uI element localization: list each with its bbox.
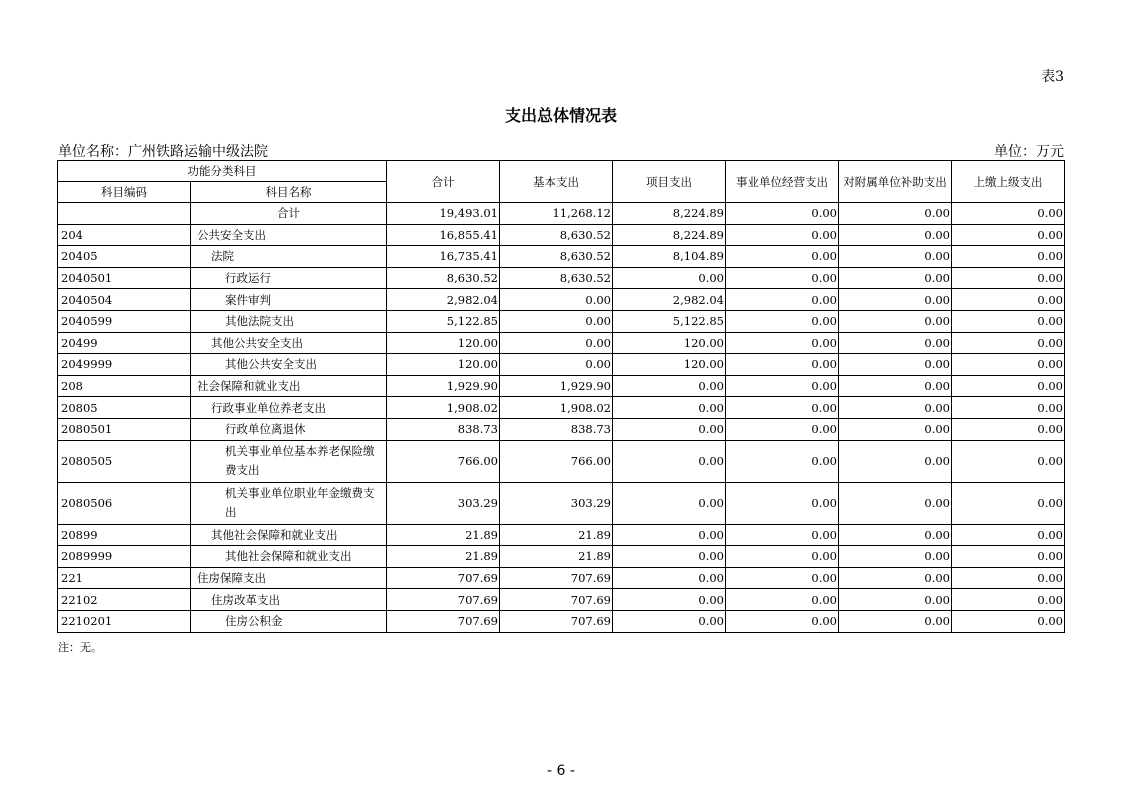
subsidy-amount-cell: 0.00 [839, 332, 952, 354]
table-row [58, 440, 1065, 482]
subject-code-cell: 22102 [58, 589, 191, 611]
subject-name-cell: 住房公积金 [191, 610, 387, 632]
basic-amount-cell: 1,929.90 [500, 375, 613, 397]
basic-amount-cell: 21.89 [500, 546, 613, 568]
subject-name-cell: 公共安全支出 [191, 224, 387, 246]
total-amount-cell: 19,493.01 [387, 203, 500, 225]
upper-amount-cell: 0.00 [952, 246, 1065, 268]
operating-amount-cell: 0.00 [726, 224, 839, 246]
subsidy-amount-cell: 0.00 [839, 375, 952, 397]
basic-amount-cell: 838.73 [500, 418, 613, 440]
subject-code-cell: 221 [58, 567, 191, 589]
upper-amount-cell: 0.00 [952, 440, 1065, 482]
upper-amount-cell: 0.00 [952, 546, 1065, 568]
project-amount-cell: 8,104.89 [613, 246, 726, 268]
subject-name-cell: 行政事业单位养老支出 [191, 397, 387, 419]
subject-name-cell: 住房改革支出 [191, 589, 387, 611]
table-row [58, 310, 1065, 332]
subject-code-cell: 204 [58, 224, 191, 246]
project-amount-cell: 0.00 [613, 610, 726, 632]
basic-amount-cell: 8,630.52 [500, 267, 613, 289]
subject-name-cell: 案件审判 [191, 289, 387, 311]
upper-amount-cell: 0.00 [952, 482, 1065, 524]
operating-amount-cell: 0.00 [726, 567, 839, 589]
subject-name-cell: 住房保障支出 [191, 567, 387, 589]
header-func-group: 功能分类科目 [58, 161, 387, 182]
subject-code-cell: 208 [58, 375, 191, 397]
project-amount-cell: 0.00 [613, 267, 726, 289]
project-amount-cell: 0.00 [613, 397, 726, 419]
subsidy-amount-cell: 0.00 [839, 267, 952, 289]
operating-amount-cell: 0.00 [726, 289, 839, 311]
operating-amount-cell: 0.00 [726, 203, 839, 225]
upper-amount-cell: 0.00 [952, 224, 1065, 246]
project-amount-cell: 120.00 [613, 354, 726, 376]
upper-amount-cell: 0.00 [952, 589, 1065, 611]
operating-amount-cell: 0.00 [726, 397, 839, 419]
subsidy-amount-cell: 0.00 [839, 524, 952, 546]
table-row [58, 589, 1065, 611]
operating-amount-cell: 0.00 [726, 418, 839, 440]
subsidy-amount-cell: 0.00 [839, 203, 952, 225]
table-row [58, 546, 1065, 568]
subsidy-amount-cell: 0.00 [839, 567, 952, 589]
operating-amount-cell: 0.00 [726, 524, 839, 546]
operating-amount-cell: 0.00 [726, 332, 839, 354]
total-amount-cell: 707.69 [387, 567, 500, 589]
subsidy-amount-cell: 0.00 [839, 310, 952, 332]
basic-amount-cell: 0.00 [500, 289, 613, 311]
page-number: - 6 - [547, 763, 575, 779]
subject-code-cell: 2210201 [58, 610, 191, 632]
operating-amount-cell: 0.00 [726, 482, 839, 524]
header-basic: 基本支出 [500, 161, 613, 203]
table-row [58, 203, 1065, 225]
total-amount-cell: 707.69 [387, 589, 500, 611]
operating-amount-cell: 0.00 [726, 440, 839, 482]
project-amount-cell: 120.00 [613, 332, 726, 354]
upper-amount-cell: 0.00 [952, 524, 1065, 546]
subject-code-cell: 2080506 [58, 482, 191, 524]
operating-amount-cell: 0.00 [726, 354, 839, 376]
basic-amount-cell: 0.00 [500, 354, 613, 376]
subject-name-cell: 行政单位离退休 [191, 418, 387, 440]
subsidy-amount-cell: 0.00 [839, 482, 952, 524]
table-row [58, 224, 1065, 246]
operating-amount-cell: 0.00 [726, 589, 839, 611]
upper-amount-cell: 0.00 [952, 567, 1065, 589]
subject-name-cell: 机关事业单位职业年金缴费支出 [191, 482, 387, 524]
upper-amount-cell: 0.00 [952, 375, 1065, 397]
table-row [58, 397, 1065, 419]
subsidy-amount-cell: 0.00 [839, 246, 952, 268]
project-amount-cell: 0.00 [613, 546, 726, 568]
header-upper: 上缴上级支出 [952, 161, 1065, 203]
basic-amount-cell: 766.00 [500, 440, 613, 482]
expenditure-table [57, 160, 1065, 633]
subject-name-cell: 法院 [191, 246, 387, 268]
subject-code-cell: 2080501 [58, 418, 191, 440]
table-row [58, 354, 1065, 376]
total-amount-cell: 21.89 [387, 546, 500, 568]
operating-amount-cell: 0.00 [726, 610, 839, 632]
header-code: 科目编码 [58, 182, 191, 203]
table-row [58, 246, 1065, 268]
subject-name-cell: 合计 [191, 203, 387, 225]
footnote: 注：无。 [58, 641, 102, 654]
subsidy-amount-cell: 0.00 [839, 224, 952, 246]
upper-amount-cell: 0.00 [952, 203, 1065, 225]
table-row [58, 610, 1065, 632]
subject-name-cell: 行政运行 [191, 267, 387, 289]
basic-amount-cell: 0.00 [500, 332, 613, 354]
operating-amount-cell: 0.00 [726, 246, 839, 268]
header-subsidy: 对附属单位补助支出 [839, 161, 952, 203]
total-amount-cell: 8,630.52 [387, 267, 500, 289]
subject-name-cell: 其他公共安全支出 [191, 354, 387, 376]
header-name: 科目名称 [191, 182, 387, 203]
unit-name-label: 单位名称：广州铁路运输中级法院 [58, 144, 268, 160]
subsidy-amount-cell: 0.00 [839, 289, 952, 311]
table-header-row [58, 161, 1065, 182]
upper-amount-cell: 0.00 [952, 610, 1065, 632]
subject-code-cell: 20899 [58, 524, 191, 546]
total-amount-cell: 16,855.41 [387, 224, 500, 246]
project-amount-cell: 2,982.04 [613, 289, 726, 311]
page-title: 支出总体情况表 [504, 106, 617, 125]
total-amount-cell: 1,929.90 [387, 375, 500, 397]
table-row [58, 267, 1065, 289]
subsidy-amount-cell: 0.00 [839, 397, 952, 419]
table-row [58, 289, 1065, 311]
total-amount-cell: 2,982.04 [387, 289, 500, 311]
subject-code-cell: 2080505 [58, 440, 191, 482]
table-row [58, 524, 1065, 546]
subsidy-amount-cell: 0.00 [839, 610, 952, 632]
subsidy-amount-cell: 0.00 [839, 418, 952, 440]
upper-amount-cell: 0.00 [952, 289, 1065, 311]
total-amount-cell: 21.89 [387, 524, 500, 546]
header-total: 合计 [387, 161, 500, 203]
subsidy-amount-cell: 0.00 [839, 589, 952, 611]
project-amount-cell: 0.00 [613, 375, 726, 397]
upper-amount-cell: 0.00 [952, 354, 1065, 376]
basic-amount-cell: 11,268.12 [500, 203, 613, 225]
operating-amount-cell: 0.00 [726, 267, 839, 289]
project-amount-cell: 0.00 [613, 418, 726, 440]
subject-code-cell: 2040501 [58, 267, 191, 289]
subject-code-cell: 20805 [58, 397, 191, 419]
upper-amount-cell: 0.00 [952, 267, 1065, 289]
subject-code-cell: 2049999 [58, 354, 191, 376]
total-amount-cell: 838.73 [387, 418, 500, 440]
basic-amount-cell: 303.29 [500, 482, 613, 524]
table-row [58, 482, 1065, 524]
total-amount-cell: 5,122.85 [387, 310, 500, 332]
subject-code-cell [58, 203, 191, 225]
total-amount-cell: 707.69 [387, 610, 500, 632]
upper-amount-cell: 0.00 [952, 310, 1065, 332]
project-amount-cell: 0.00 [613, 482, 726, 524]
total-amount-cell: 16,735.41 [387, 246, 500, 268]
header-project: 项目支出 [613, 161, 726, 203]
header-operating: 事业单位经营支出 [726, 161, 839, 203]
operating-amount-cell: 0.00 [726, 375, 839, 397]
project-amount-cell: 8,224.89 [613, 203, 726, 225]
subject-name-cell: 其他法院支出 [191, 310, 387, 332]
upper-amount-cell: 0.00 [952, 397, 1065, 419]
total-amount-cell: 766.00 [387, 440, 500, 482]
subject-code-cell: 2040504 [58, 289, 191, 311]
basic-amount-cell: 707.69 [500, 589, 613, 611]
subject-name-cell: 其他社会保障和就业支出 [191, 546, 387, 568]
total-amount-cell: 1,908.02 [387, 397, 500, 419]
total-amount-cell: 120.00 [387, 332, 500, 354]
subject-name-cell: 机关事业单位基本养老保险缴费支出 [191, 440, 387, 482]
upper-amount-cell: 0.00 [952, 418, 1065, 440]
project-amount-cell: 0.00 [613, 589, 726, 611]
subject-code-cell: 20499 [58, 332, 191, 354]
subsidy-amount-cell: 0.00 [839, 440, 952, 482]
operating-amount-cell: 0.00 [726, 310, 839, 332]
basic-amount-cell: 1,908.02 [500, 397, 613, 419]
subject-name-cell: 其他公共安全支出 [191, 332, 387, 354]
basic-amount-cell: 8,630.52 [500, 224, 613, 246]
subject-name-cell: 其他社会保障和就业支出 [191, 524, 387, 546]
table-number: 表3 [1041, 69, 1064, 85]
table-row [58, 375, 1065, 397]
project-amount-cell: 8,224.89 [613, 224, 726, 246]
subject-code-cell: 20405 [58, 246, 191, 268]
basic-amount-cell: 0.00 [500, 310, 613, 332]
project-amount-cell: 0.00 [613, 524, 726, 546]
basic-amount-cell: 707.69 [500, 610, 613, 632]
subsidy-amount-cell: 0.00 [839, 546, 952, 568]
currency-unit-label: 单位：万元 [994, 144, 1064, 160]
table-body [58, 203, 1065, 633]
operating-amount-cell: 0.00 [726, 546, 839, 568]
table-row [58, 332, 1065, 354]
basic-amount-cell: 707.69 [500, 567, 613, 589]
basic-amount-cell: 21.89 [500, 524, 613, 546]
table-row [58, 418, 1065, 440]
total-amount-cell: 120.00 [387, 354, 500, 376]
subsidy-amount-cell: 0.00 [839, 354, 952, 376]
project-amount-cell: 0.00 [613, 567, 726, 589]
project-amount-cell: 0.00 [613, 440, 726, 482]
table-row [58, 567, 1065, 589]
upper-amount-cell: 0.00 [952, 332, 1065, 354]
basic-amount-cell: 8,630.52 [500, 246, 613, 268]
total-amount-cell: 303.29 [387, 482, 500, 524]
project-amount-cell: 5,122.85 [613, 310, 726, 332]
subject-code-cell: 2089999 [58, 546, 191, 568]
subject-code-cell: 2040599 [58, 310, 191, 332]
subject-name-cell: 社会保障和就业支出 [191, 375, 387, 397]
